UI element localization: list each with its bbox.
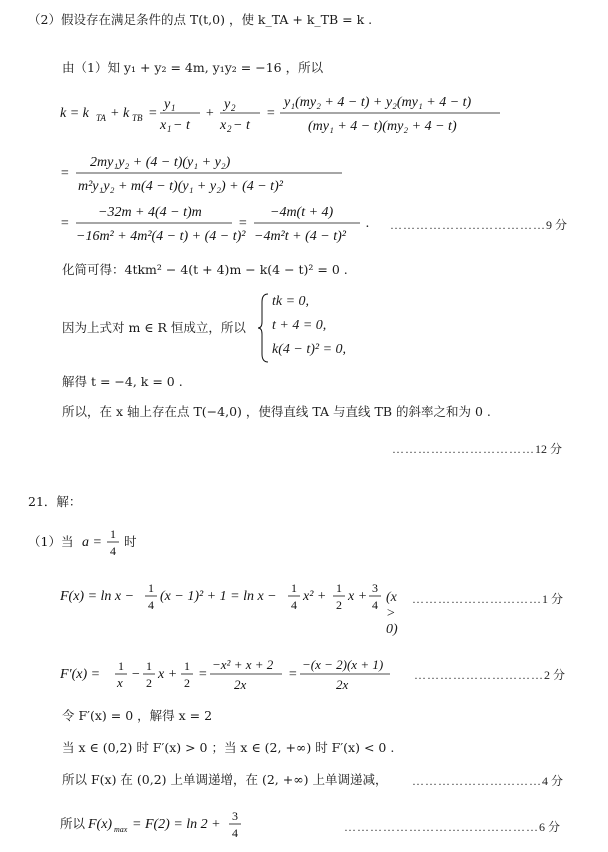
svg-text:−: −: [131, 667, 141, 682]
svg-text:a =: a =: [82, 535, 102, 550]
svg-text:+ k: + k: [110, 106, 130, 121]
svg-text:x: x: [220, 118, 227, 133]
simplify-line: [62, 262, 348, 278]
svg-text:(x − 1)² + 1 = ln x −: (x − 1)² + 1 = ln x −: [160, 589, 277, 604]
svg-text:时: 时: [124, 534, 137, 549]
svg-text:=: =: [238, 216, 248, 231]
svg-text:TA: TA: [96, 113, 106, 123]
F-prime-render: [60, 656, 390, 696]
svg-text:1: 1: [171, 103, 176, 113]
conclusion-line: [62, 404, 491, 420]
score-9-text: 9 分: [546, 218, 568, 232]
score-2: …………………………2 分: [414, 668, 566, 682]
F-prime-line: [60, 656, 390, 700]
part2-intro-text: （2）假设存在满足条件的点 T(t,0) ，使 k_TA + k_TB = k .: [28, 12, 373, 27]
svg-text:4: 4: [372, 598, 378, 612]
svg-text:2x: 2x: [234, 677, 247, 692]
conclusion-text: 所以，在 x 轴上存在点 T(−4,0) ，使得直线 TA 与直线 TB 的斜率之和为 0 .: [62, 404, 491, 419]
q21-case-render: [28, 524, 168, 564]
k-equation-line2-render: [60, 150, 360, 196]
svg-text:4: 4: [148, 598, 154, 612]
score-1-text: 1 分: [542, 592, 564, 606]
system-eq-3: k(4 − t)² = 0,: [272, 342, 347, 357]
max-render: [60, 806, 260, 846]
score-6-text: 6 分: [539, 820, 561, 834]
from-part1-line: [62, 60, 323, 76]
max-line: [60, 806, 260, 850]
svg-text:+: +: [205, 106, 215, 121]
svg-text:F(x): F(x): [88, 817, 113, 832]
svg-text:(my₁ + 4 − t)(my₂ + 4 − t): (my₁ + 4 − t)(my₂ + 4 − t): [308, 119, 457, 134]
equation-system: [258, 292, 358, 364]
svg-text:1: 1: [184, 659, 190, 673]
system-eq-1: tk = 0,: [272, 294, 310, 309]
svg-text:（1）当: （1）当: [28, 534, 74, 549]
svg-text:4: 4: [232, 826, 238, 840]
svg-text:2: 2: [184, 676, 190, 690]
let-line: [62, 708, 212, 724]
svg-text:x +: x +: [348, 589, 368, 604]
score-6: ………………………………………6 分: [344, 820, 561, 834]
svg-text:−(x − 2)(x + 1): −(x − 2)(x + 1): [302, 657, 384, 672]
monotone-line: [62, 772, 388, 788]
score-12: ……………………………12 分: [392, 442, 563, 456]
svg-text:3: 3: [372, 581, 378, 595]
svg-text:所以: 所以: [60, 816, 86, 831]
solve-line: [62, 374, 183, 390]
svg-text:x² +: x² +: [303, 589, 327, 604]
sign-text: 当 x ∈ (0,2) 时 F′(x) > 0 ；当 x ∈ (2, +∞) 时 F′(x) < 0 .: [62, 740, 395, 755]
system-eq-2: t + 4 = 0,: [272, 318, 327, 333]
svg-text:x: x: [160, 118, 167, 133]
q21-heading-text: 21．解：: [28, 494, 82, 509]
svg-text:x +: x +: [158, 667, 178, 682]
q21-case-line: [28, 524, 168, 568]
svg-text:=: =: [198, 667, 208, 682]
svg-text:−4m(t + 4): −4m(t + 4): [270, 205, 334, 220]
k-equation-line1: [60, 88, 540, 142]
solve-text: 解得 t = −4, k = 0 .: [62, 374, 183, 389]
svg-text:− t: − t: [173, 118, 190, 133]
monotone-text: 所以 F(x) 在 (0,2) 上单调递增，在 (2, +∞) 上单调递减，: [62, 772, 388, 787]
k-equation-line1-render: [60, 88, 540, 138]
score-4: …………………………4 分: [412, 774, 564, 788]
svg-text:F(x) = ln x −: F(x) = ln x −: [60, 589, 135, 604]
svg-text:y: y: [164, 97, 171, 112]
score-1: …………………………1 分: [412, 592, 564, 606]
svg-text:3: 3: [232, 809, 238, 823]
F-definition-render: [60, 578, 390, 618]
svg-text:4: 4: [291, 598, 297, 612]
svg-text:= F(2) = ln 2 +: = F(2) = ln 2 +: [132, 817, 221, 832]
left-brace-icon: [258, 292, 270, 364]
svg-text:=: =: [148, 106, 158, 121]
part2-intro: [28, 12, 372, 28]
svg-text:1: 1: [146, 659, 152, 673]
score-9: ………………………………9 分: [390, 218, 568, 232]
svg-text:1: 1: [336, 581, 342, 595]
svg-text:1: 1: [110, 527, 116, 541]
score-2-text: 2 分: [544, 668, 566, 682]
q21-heading: [28, 494, 81, 510]
svg-text:F′(x) =: F′(x) =: [60, 667, 101, 682]
since-text: 因为上式对 m ∈ R 恒成立，所以: [62, 320, 246, 335]
let-text: 令 F′(x) = 0 ，解得 x = 2: [62, 708, 213, 723]
svg-text:y₁(my₂ + 4 − t) + y₂(my₁ + 4 −: y₁(my₂ + 4 − t) + y₂(my₁ + 4 − t): [284, 95, 472, 110]
svg-text:2: 2: [146, 676, 152, 690]
svg-text:.: .: [366, 216, 370, 231]
score-12-text: 12 分: [535, 442, 563, 456]
svg-text:2: 2: [336, 598, 342, 612]
svg-text:=: =: [60, 216, 70, 231]
k-equation-line3-render: [60, 200, 380, 246]
svg-text:max: max: [114, 825, 128, 834]
sign-line: [62, 740, 394, 756]
domain-condition: (x > 0): [386, 590, 398, 637]
svg-text:1: 1: [148, 581, 154, 595]
F-definition-line: [60, 578, 398, 637]
svg-text:− t: − t: [233, 118, 250, 133]
svg-text:2my₁y₂ + (4 − t)(y₁ + y₂): 2my₁y₂ + (4 − t)(y₁ + y₂): [90, 155, 231, 170]
svg-text:−16m² + 4m²(4 − t) + (4 − t)²: −16m² + 4m²(4 − t) + (4 − t)²: [76, 229, 246, 244]
svg-text:1: 1: [291, 581, 297, 595]
svg-text:y: y: [224, 97, 231, 112]
svg-text:−32m + 4(4 − t)m: −32m + 4(4 − t)m: [98, 205, 202, 220]
since-line: [62, 320, 246, 336]
svg-text:−x² + x + 2: −x² + x + 2: [212, 657, 274, 672]
svg-text:2: 2: [231, 103, 236, 113]
simplify-text: 化简可得：4tkm² − 4(t + 4)m − k(4 − t)² = 0 .: [62, 262, 348, 277]
svg-text:m²y₁y₂ + m(4 − t)(y₁ + y₂) + (: m²y₁y₂ + m(4 − t)(y₁ + y₂) + (4 − t)²: [78, 179, 283, 194]
svg-text:1: 1: [118, 659, 124, 673]
svg-text:−4m²t + (4 − t)²: −4m²t + (4 − t)²: [254, 229, 346, 244]
svg-text:=: =: [60, 166, 70, 181]
svg-text:=: =: [288, 667, 298, 682]
svg-text:2: 2: [227, 124, 232, 134]
svg-text:x: x: [117, 675, 123, 690]
svg-text:4: 4: [110, 544, 116, 558]
k-equation-line3: [60, 200, 380, 250]
svg-text:TB: TB: [132, 113, 143, 123]
score-4-text: 4 分: [542, 774, 564, 788]
k-equation-line2: [60, 150, 360, 200]
svg-text:k = k: k = k: [60, 106, 89, 121]
svg-text:2x: 2x: [336, 677, 349, 692]
from-part1-text: 由（1）知 y₁ + y₂ = 4m, y₁y₂ = −16 ，所以: [62, 60, 324, 75]
svg-text:=: =: [266, 106, 276, 121]
svg-text:1: 1: [167, 124, 172, 134]
